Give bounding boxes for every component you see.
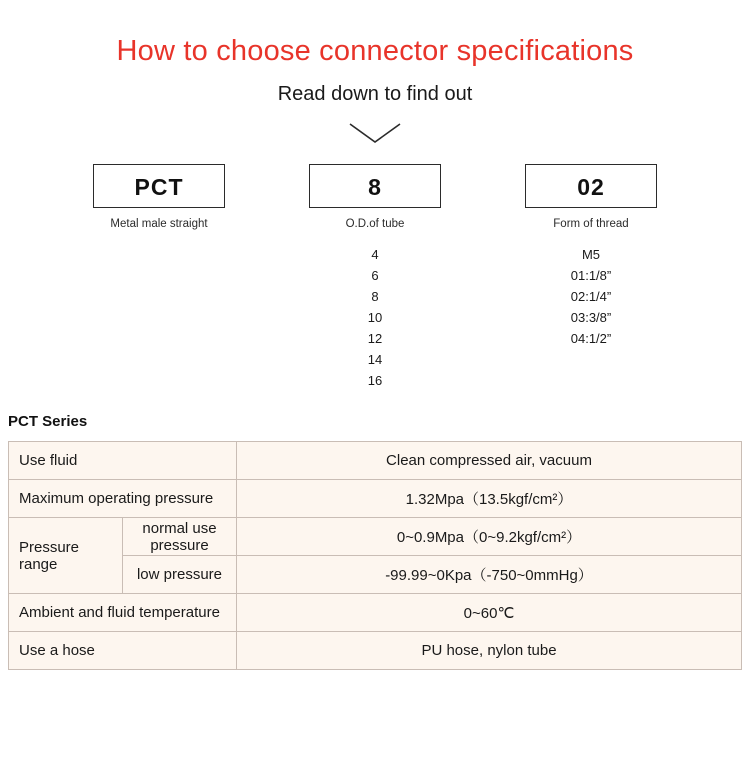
code-option: 01:1/8” bbox=[570, 267, 612, 283]
code-column-thread-form bbox=[525, 164, 657, 391]
spec-label-pressure-range: Pressure range bbox=[9, 518, 123, 594]
spec-value-max-pressure: 1.32Mpa（13.5kgf/cm²） bbox=[237, 480, 742, 518]
code-option: 12 bbox=[367, 330, 383, 346]
chevron-down-icon-wrap bbox=[0, 120, 750, 146]
table-row bbox=[9, 594, 742, 632]
code-options-tube-od bbox=[309, 244, 441, 391]
spec-value-use-fluid: Clean compressed air, vacuum bbox=[237, 442, 742, 480]
code-caption-tube-od: O.D.of tube bbox=[345, 217, 405, 230]
code-option: 4 bbox=[371, 246, 379, 262]
spec-value-low-pressure: -99.99~0Kpa（-750~0mmHg） bbox=[237, 556, 742, 594]
code-box-series: PCT bbox=[93, 164, 225, 208]
spec-value-temperature: 0~60℃ bbox=[237, 594, 742, 632]
code-box-tube-od: 8 bbox=[309, 164, 441, 208]
page-title: How to choose connector specifications bbox=[116, 35, 634, 67]
code-option: 03:3/8” bbox=[570, 309, 612, 325]
code-box-thread-form: 02 bbox=[525, 164, 657, 208]
code-options-thread-form bbox=[525, 244, 657, 349]
code-option: 02:1/4” bbox=[570, 288, 612, 304]
code-option: M5 bbox=[581, 246, 601, 262]
table-row bbox=[9, 518, 742, 556]
spec-label-use-fluid: Use fluid bbox=[9, 442, 237, 480]
page-root bbox=[0, 34, 750, 784]
specification-table bbox=[8, 441, 742, 670]
code-caption-series: Metal male straight bbox=[110, 217, 208, 230]
spec-label-hose: Use a hose bbox=[9, 632, 237, 670]
spec-label-max-pressure: Maximum operating pressure bbox=[9, 480, 237, 518]
spec-sublabel-normal-use-pressure: normal use pressure bbox=[123, 518, 237, 556]
code-column-series bbox=[93, 164, 225, 391]
code-option: 04:1/2” bbox=[570, 330, 612, 346]
chevron-down-icon bbox=[347, 120, 403, 146]
code-breakdown bbox=[0, 164, 750, 391]
series-label: PCT Series bbox=[8, 413, 88, 431]
spec-sublabel-low-pressure: low pressure bbox=[123, 556, 237, 594]
code-option: 14 bbox=[367, 351, 383, 367]
table-row bbox=[9, 632, 742, 670]
spec-value-hose: PU hose, nylon tube bbox=[237, 632, 742, 670]
code-option: 8 bbox=[371, 288, 379, 304]
spec-value-normal-use-pressure: 0~0.9Mpa（0~9.2kgf/cm²） bbox=[237, 518, 742, 556]
spec-label-temperature: Ambient and fluid temperature bbox=[9, 594, 237, 632]
code-option: 16 bbox=[367, 373, 383, 389]
table-row bbox=[9, 480, 742, 518]
code-option: 10 bbox=[367, 309, 383, 325]
code-column-tube-od bbox=[309, 164, 441, 391]
table-row bbox=[9, 442, 742, 480]
code-option: 6 bbox=[371, 267, 379, 283]
code-caption-thread-form: Form of thread bbox=[553, 217, 629, 230]
page-subtitle: Read down to find out bbox=[277, 82, 473, 105]
